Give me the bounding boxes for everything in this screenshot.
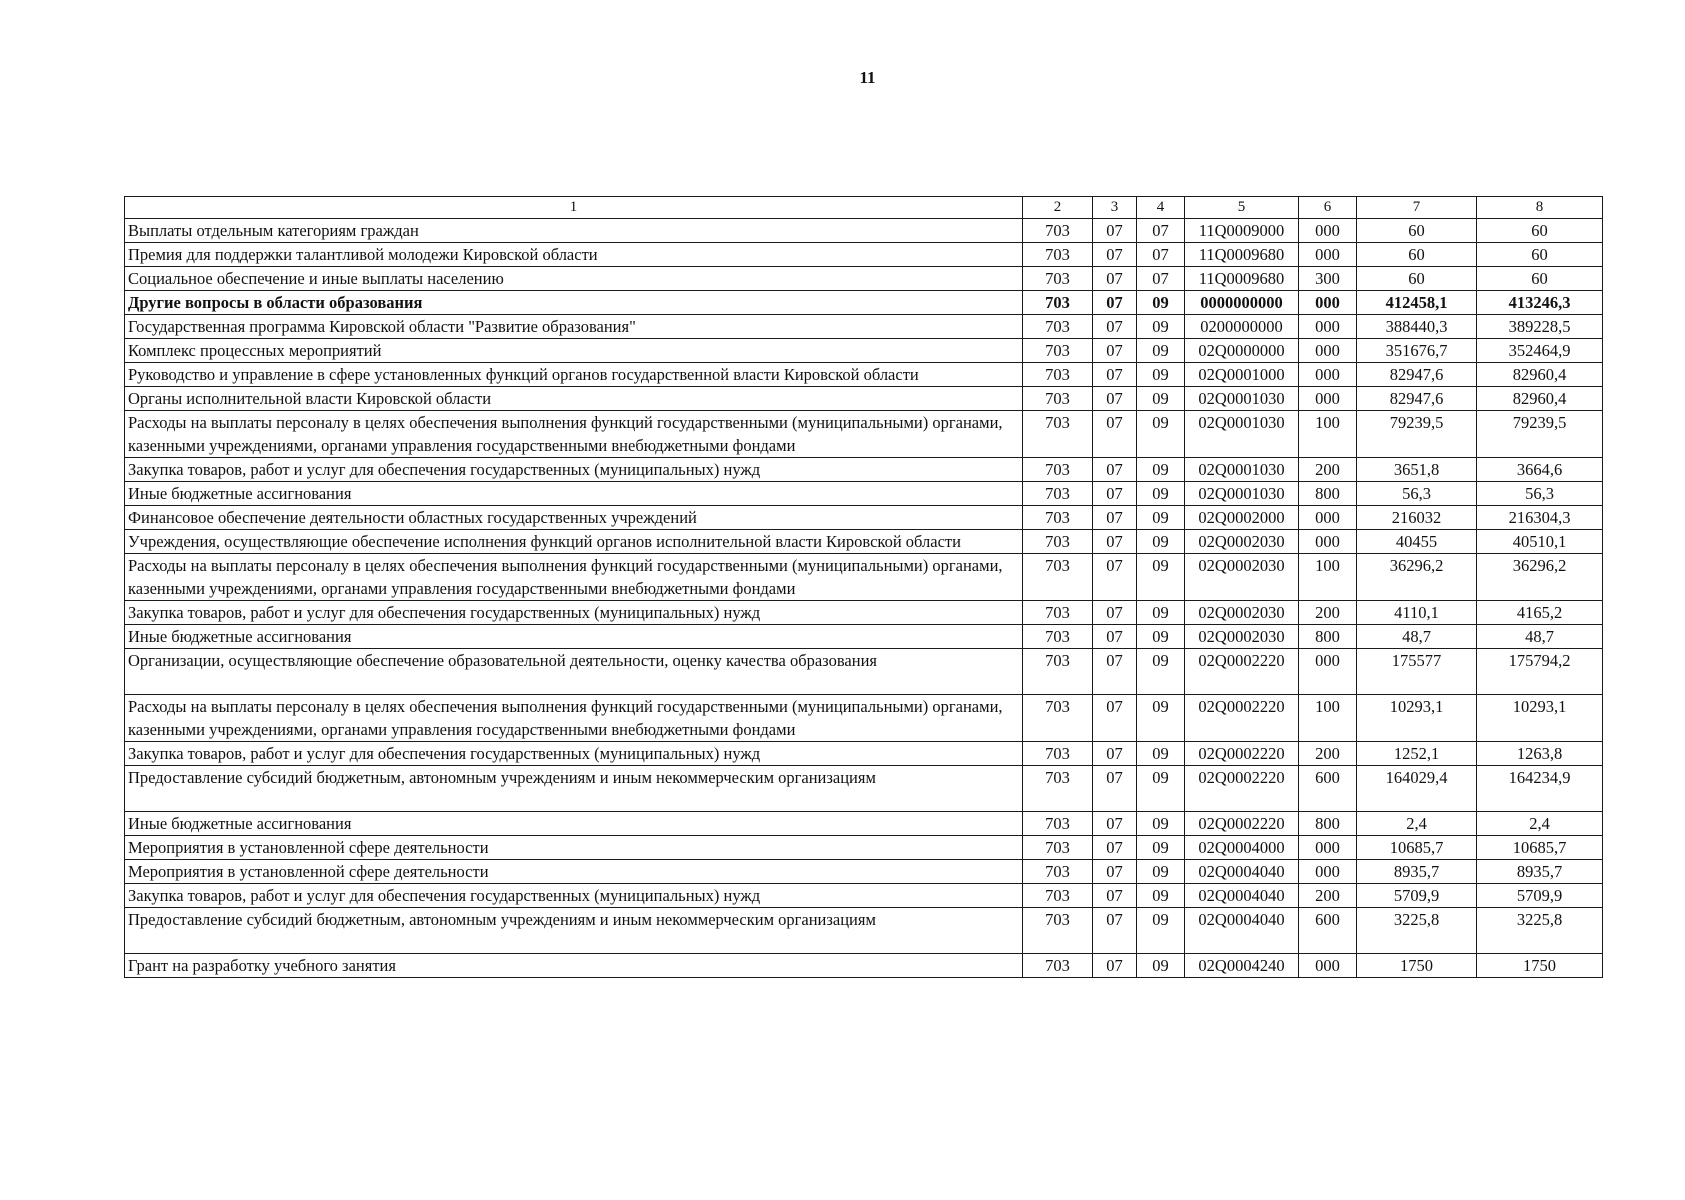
section-cell: 07 [1093, 954, 1137, 978]
amount-year-1-cell: 1750 [1357, 954, 1477, 978]
target-article-cell: 02Q0002030 [1185, 625, 1299, 649]
row-name-cell: Иные бюджетные ассигнования [125, 625, 1023, 649]
expense-type-cell: 600 [1299, 908, 1357, 954]
amount-year-2-cell: 82960,4 [1477, 387, 1603, 411]
ministry-code-cell: 703 [1023, 219, 1093, 243]
target-article-cell: 02Q0002220 [1185, 695, 1299, 742]
row-name-cell: Премия для поддержки талантливой молодежи Кировской области [125, 243, 1023, 267]
subsection-cell: 09 [1137, 339, 1185, 363]
section-cell: 07 [1093, 339, 1137, 363]
section-cell: 07 [1093, 530, 1137, 554]
amount-year-1-cell: 36296,2 [1357, 554, 1477, 601]
amount-year-1-cell: 4110,1 [1357, 601, 1477, 625]
amount-year-1-cell: 175577 [1357, 649, 1477, 695]
subsection-cell: 07 [1137, 267, 1185, 291]
ministry-code-cell: 703 [1023, 601, 1093, 625]
amount-year-2-cell: 36296,2 [1477, 554, 1603, 601]
amount-year-1-cell: 1252,1 [1357, 742, 1477, 766]
row-name-cell: Мероприятия в установленной сфере деятельности [125, 860, 1023, 884]
ministry-code-cell: 703 [1023, 411, 1093, 458]
expense-type-cell: 000 [1299, 243, 1357, 267]
table-row [125, 458, 1603, 482]
amount-year-1-cell: 60 [1357, 267, 1477, 291]
amount-year-2-cell: 60 [1477, 219, 1603, 243]
subsection-cell: 09 [1137, 812, 1185, 836]
target-article-cell: 02Q0002000 [1185, 506, 1299, 530]
table-row [125, 363, 1603, 387]
row-name-cell: Органы исполнительной власти Кировской области [125, 387, 1023, 411]
column-header: 1 [125, 197, 1023, 219]
amount-year-2-cell: 3664,6 [1477, 458, 1603, 482]
section-cell: 07 [1093, 766, 1137, 812]
section-cell: 07 [1093, 884, 1137, 908]
amount-year-1-cell: 2,4 [1357, 812, 1477, 836]
subsection-cell: 09 [1137, 291, 1185, 315]
amount-year-2-cell: 79239,5 [1477, 411, 1603, 458]
row-name-cell: Расходы на выплаты персоналу в целях обеспечения выполнения функций государственными (муниципальными) органами, казенными учреждениями, органами управления государственными внебюджетными фондами [125, 554, 1023, 601]
expense-type-cell: 000 [1299, 506, 1357, 530]
subsection-cell: 07 [1137, 243, 1185, 267]
expense-type-cell: 000 [1299, 291, 1357, 315]
column-header: 7 [1357, 197, 1477, 219]
expense-type-cell: 800 [1299, 812, 1357, 836]
ministry-code-cell: 703 [1023, 291, 1093, 315]
target-article-cell: 02Q0001030 [1185, 482, 1299, 506]
amount-year-1-cell: 40455 [1357, 530, 1477, 554]
section-cell: 07 [1093, 243, 1137, 267]
section-cell: 07 [1093, 482, 1137, 506]
expense-type-cell: 300 [1299, 267, 1357, 291]
amount-year-1-cell: 412458,1 [1357, 291, 1477, 315]
column-header: 8 [1477, 197, 1603, 219]
ministry-code-cell: 703 [1023, 625, 1093, 649]
amount-year-2-cell: 175794,2 [1477, 649, 1603, 695]
amount-year-1-cell: 60 [1357, 243, 1477, 267]
target-article-cell: 02Q0000000 [1185, 339, 1299, 363]
section-cell: 07 [1093, 836, 1137, 860]
amount-year-1-cell: 8935,7 [1357, 860, 1477, 884]
amount-year-1-cell: 351676,7 [1357, 339, 1477, 363]
row-name-cell: Закупка товаров, работ и услуг для обеспечения государственных (муниципальных) нужд [125, 884, 1023, 908]
expense-type-cell: 000 [1299, 339, 1357, 363]
expense-type-cell: 000 [1299, 363, 1357, 387]
section-cell: 07 [1093, 908, 1137, 954]
amount-year-2-cell: 352464,9 [1477, 339, 1603, 363]
amount-year-2-cell: 48,7 [1477, 625, 1603, 649]
column-header: 4 [1137, 197, 1185, 219]
row-name-cell: Руководство и управление в сфере установленных функций органов государственной власти Кировской области [125, 363, 1023, 387]
ministry-code-cell: 703 [1023, 482, 1093, 506]
section-cell: 07 [1093, 219, 1137, 243]
ministry-code-cell: 703 [1023, 387, 1093, 411]
target-article-cell: 0200000000 [1185, 315, 1299, 339]
target-article-cell: 02Q0001030 [1185, 411, 1299, 458]
ministry-code-cell: 703 [1023, 363, 1093, 387]
section-cell: 07 [1093, 387, 1137, 411]
column-header: 5 [1185, 197, 1299, 219]
amount-year-1-cell: 388440,3 [1357, 315, 1477, 339]
expense-type-cell: 100 [1299, 554, 1357, 601]
subsection-cell: 07 [1137, 219, 1185, 243]
ministry-code-cell: 703 [1023, 458, 1093, 482]
row-name-cell: Выплаты отдельным категориям граждан [125, 219, 1023, 243]
ministry-code-cell: 703 [1023, 742, 1093, 766]
amount-year-1-cell: 48,7 [1357, 625, 1477, 649]
expense-type-cell: 100 [1299, 411, 1357, 458]
target-article-cell: 02Q0002030 [1185, 530, 1299, 554]
amount-year-2-cell: 389228,5 [1477, 315, 1603, 339]
column-header: 6 [1299, 197, 1357, 219]
ministry-code-cell: 703 [1023, 339, 1093, 363]
row-name-cell: Закупка товаров, работ и услуг для обеспечения государственных (муниципальных) нужд [125, 601, 1023, 625]
amount-year-1-cell: 82947,6 [1357, 363, 1477, 387]
ministry-code-cell: 703 [1023, 506, 1093, 530]
table-row [125, 695, 1603, 742]
subsection-cell: 09 [1137, 625, 1185, 649]
expense-type-cell: 000 [1299, 387, 1357, 411]
subsection-cell: 09 [1137, 458, 1185, 482]
table-header-row [125, 197, 1603, 219]
ministry-code-cell: 703 [1023, 836, 1093, 860]
target-article-cell: 11Q0009000 [1185, 219, 1299, 243]
amount-year-2-cell: 216304,3 [1477, 506, 1603, 530]
target-article-cell: 02Q0004040 [1185, 908, 1299, 954]
subsection-cell: 09 [1137, 649, 1185, 695]
section-cell: 07 [1093, 860, 1137, 884]
row-name-cell: Комплекс процессных мероприятий [125, 339, 1023, 363]
row-name-cell: Учреждения, осуществляющие обеспечение исполнения функций органов исполнительной власти Кировской области [125, 530, 1023, 554]
expense-type-cell: 200 [1299, 884, 1357, 908]
expense-type-cell: 000 [1299, 219, 1357, 243]
target-article-cell: 02Q0002220 [1185, 812, 1299, 836]
amount-year-1-cell: 79239,5 [1357, 411, 1477, 458]
ministry-code-cell: 703 [1023, 908, 1093, 954]
section-cell: 07 [1093, 625, 1137, 649]
amount-year-1-cell: 164029,4 [1357, 766, 1477, 812]
table-row [125, 243, 1603, 267]
subsection-cell: 09 [1137, 411, 1185, 458]
section-cell: 07 [1093, 411, 1137, 458]
subsection-cell: 09 [1137, 860, 1185, 884]
table-row [125, 625, 1603, 649]
expense-type-cell: 800 [1299, 482, 1357, 506]
expense-type-cell: 000 [1299, 315, 1357, 339]
row-name-cell: Расходы на выплаты персоналу в целях обеспечения выполнения функций государственными (муниципальными) органами, казенными учреждениями, органами управления государственными внебюджетными фондами [125, 411, 1023, 458]
subsection-cell: 09 [1137, 601, 1185, 625]
ministry-code-cell: 703 [1023, 267, 1093, 291]
subsection-cell: 09 [1137, 954, 1185, 978]
amount-year-2-cell: 10293,1 [1477, 695, 1603, 742]
table-row [125, 884, 1603, 908]
target-article-cell: 0000000000 [1185, 291, 1299, 315]
expense-type-cell: 100 [1299, 695, 1357, 742]
amount-year-2-cell: 164234,9 [1477, 766, 1603, 812]
target-article-cell: 02Q0004040 [1185, 884, 1299, 908]
table-row [125, 530, 1603, 554]
subsection-cell: 09 [1137, 363, 1185, 387]
amount-year-2-cell: 4165,2 [1477, 601, 1603, 625]
amount-year-1-cell: 60 [1357, 219, 1477, 243]
amount-year-1-cell: 10293,1 [1357, 695, 1477, 742]
subsection-cell: 09 [1137, 554, 1185, 601]
table-row [125, 836, 1603, 860]
section-cell: 07 [1093, 601, 1137, 625]
table-row [125, 860, 1603, 884]
row-name-cell: Грант на разработку учебного занятия [125, 954, 1023, 978]
budget-table [124, 196, 1603, 978]
section-cell: 07 [1093, 695, 1137, 742]
amount-year-1-cell: 3225,8 [1357, 908, 1477, 954]
page-number: 11 [859, 68, 876, 87]
section-cell: 07 [1093, 812, 1137, 836]
amount-year-2-cell: 56,3 [1477, 482, 1603, 506]
row-name-cell: Мероприятия в установленной сфере деятельности [125, 836, 1023, 860]
row-name-cell: Организации, осуществляющие обеспечение образовательной деятельности, оценку качества образования [125, 649, 1023, 695]
amount-year-1-cell: 216032 [1357, 506, 1477, 530]
table-row [125, 601, 1603, 625]
row-name-cell: Государственная программа Кировской области "Развитие образования" [125, 315, 1023, 339]
table-row [125, 315, 1603, 339]
section-cell: 07 [1093, 554, 1137, 601]
section-cell: 07 [1093, 267, 1137, 291]
target-article-cell: 02Q0002220 [1185, 742, 1299, 766]
ministry-code-cell: 703 [1023, 812, 1093, 836]
table-row [125, 812, 1603, 836]
expense-type-cell: 000 [1299, 954, 1357, 978]
table-row [125, 554, 1603, 601]
ministry-code-cell: 703 [1023, 884, 1093, 908]
expense-type-cell: 800 [1299, 625, 1357, 649]
target-article-cell: 02Q0002030 [1185, 601, 1299, 625]
ministry-code-cell: 703 [1023, 766, 1093, 812]
expense-type-cell: 200 [1299, 742, 1357, 766]
row-name-cell: Закупка товаров, работ и услуг для обеспечения государственных (муниципальных) нужд [125, 742, 1023, 766]
expense-type-cell: 000 [1299, 649, 1357, 695]
subsection-cell: 09 [1137, 742, 1185, 766]
expense-type-cell: 000 [1299, 860, 1357, 884]
target-article-cell: 02Q0001030 [1185, 387, 1299, 411]
subsection-cell: 09 [1137, 482, 1185, 506]
target-article-cell: 02Q0001030 [1185, 458, 1299, 482]
table-row [125, 339, 1603, 363]
subsection-cell: 09 [1137, 908, 1185, 954]
section-cell: 07 [1093, 315, 1137, 339]
row-name-cell: Иные бюджетные ассигнования [125, 482, 1023, 506]
target-article-cell: 11Q0009680 [1185, 243, 1299, 267]
target-article-cell: 02Q0004000 [1185, 836, 1299, 860]
amount-year-1-cell: 3651,8 [1357, 458, 1477, 482]
amount-year-2-cell: 3225,8 [1477, 908, 1603, 954]
table-row [125, 908, 1603, 954]
target-article-cell: 02Q0002030 [1185, 554, 1299, 601]
target-article-cell: 02Q0004240 [1185, 954, 1299, 978]
ministry-code-cell: 703 [1023, 315, 1093, 339]
row-name-cell: Другие вопросы в области образования [125, 291, 1023, 315]
subsection-cell: 09 [1137, 506, 1185, 530]
row-name-cell: Предоставление субсидий бюджетным, автономным учреждениям и иным некоммерческим организациям [125, 908, 1023, 954]
expense-type-cell: 000 [1299, 836, 1357, 860]
ministry-code-cell: 703 [1023, 860, 1093, 884]
subsection-cell: 09 [1137, 387, 1185, 411]
ministry-code-cell: 703 [1023, 243, 1093, 267]
row-name-cell: Закупка товаров, работ и услуг для обеспечения государственных (муниципальных) нужд [125, 458, 1023, 482]
section-cell: 07 [1093, 649, 1137, 695]
ministry-code-cell: 703 [1023, 695, 1093, 742]
amount-year-2-cell: 1750 [1477, 954, 1603, 978]
amount-year-2-cell: 1263,8 [1477, 742, 1603, 766]
table-row [125, 411, 1603, 458]
row-name-cell: Финансовое обеспечение деятельности областных государственных учреждений [125, 506, 1023, 530]
subsection-cell: 09 [1137, 315, 1185, 339]
amount-year-1-cell: 82947,6 [1357, 387, 1477, 411]
amount-year-2-cell: 60 [1477, 243, 1603, 267]
table-row [125, 742, 1603, 766]
subsection-cell: 09 [1137, 766, 1185, 812]
expense-type-cell: 600 [1299, 766, 1357, 812]
row-name-cell: Расходы на выплаты персоналу в целях обеспечения выполнения функций государственными (муниципальными) органами, казенными учреждениями, органами управления государственными внебюджетными фондами [125, 695, 1023, 742]
row-name-cell: Иные бюджетные ассигнования [125, 812, 1023, 836]
ministry-code-cell: 703 [1023, 554, 1093, 601]
subsection-cell: 09 [1137, 695, 1185, 742]
target-article-cell: 11Q0009680 [1185, 267, 1299, 291]
amount-year-2-cell: 10685,7 [1477, 836, 1603, 860]
section-cell: 07 [1093, 458, 1137, 482]
table-row [125, 267, 1603, 291]
ministry-code-cell: 703 [1023, 954, 1093, 978]
expense-type-cell: 200 [1299, 601, 1357, 625]
column-header: 3 [1093, 197, 1137, 219]
target-article-cell: 02Q0002220 [1185, 766, 1299, 812]
section-cell: 07 [1093, 742, 1137, 766]
row-name-cell: Предоставление субсидий бюджетным, автономным учреждениям и иным некоммерческим организациям [125, 766, 1023, 812]
ministry-code-cell: 703 [1023, 530, 1093, 554]
table-row [125, 387, 1603, 411]
amount-year-2-cell: 5709,9 [1477, 884, 1603, 908]
table-row [125, 506, 1603, 530]
expense-type-cell: 000 [1299, 530, 1357, 554]
amount-year-1-cell: 5709,9 [1357, 884, 1477, 908]
subsection-cell: 09 [1137, 836, 1185, 860]
column-header: 2 [1023, 197, 1093, 219]
ministry-code-cell: 703 [1023, 649, 1093, 695]
table-row [125, 291, 1603, 315]
amount-year-2-cell: 413246,3 [1477, 291, 1603, 315]
table-row [125, 219, 1603, 243]
amount-year-2-cell: 40510,1 [1477, 530, 1603, 554]
amount-year-2-cell: 60 [1477, 267, 1603, 291]
row-name-cell: Социальное обеспечение и иные выплаты населению [125, 267, 1023, 291]
target-article-cell: 02Q0001000 [1185, 363, 1299, 387]
section-cell: 07 [1093, 291, 1137, 315]
target-article-cell: 02Q0004040 [1185, 860, 1299, 884]
amount-year-1-cell: 10685,7 [1357, 836, 1477, 860]
section-cell: 07 [1093, 506, 1137, 530]
table-body [125, 219, 1603, 978]
subsection-cell: 09 [1137, 530, 1185, 554]
table-row [125, 766, 1603, 812]
table-row [125, 649, 1603, 695]
amount-year-2-cell: 8935,7 [1477, 860, 1603, 884]
target-article-cell: 02Q0002220 [1185, 649, 1299, 695]
amount-year-2-cell: 82960,4 [1477, 363, 1603, 387]
amount-year-1-cell: 56,3 [1357, 482, 1477, 506]
expense-type-cell: 200 [1299, 458, 1357, 482]
section-cell: 07 [1093, 363, 1137, 387]
table-row [125, 954, 1603, 978]
subsection-cell: 09 [1137, 884, 1185, 908]
amount-year-2-cell: 2,4 [1477, 812, 1603, 836]
table-row [125, 482, 1603, 506]
